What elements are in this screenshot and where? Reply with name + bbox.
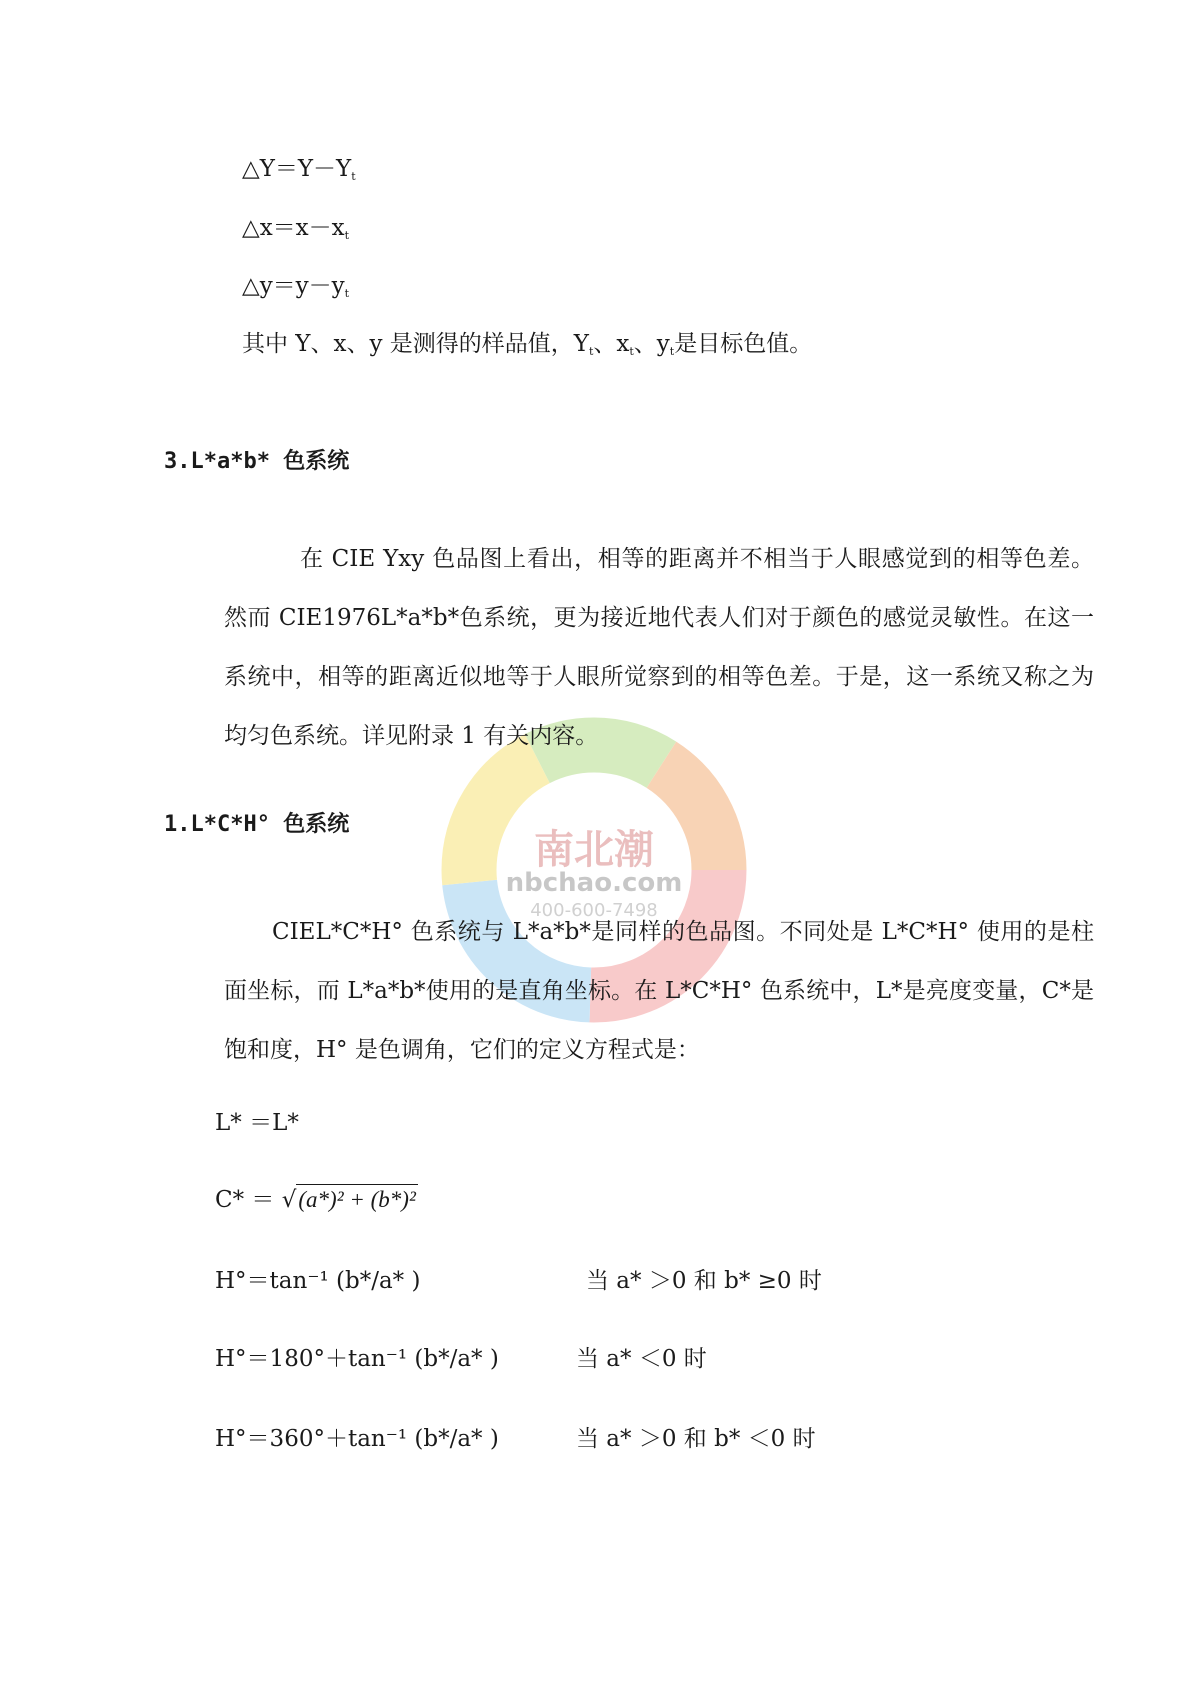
delta-Y-formula: $\triangle Y=Y-Y_t$ xyxy=(242,156,356,183)
watermark-phone: 400-600-7498 xyxy=(530,900,658,921)
delta-x-formula: $\triangle x=x-x_t$ xyxy=(242,215,350,242)
section-1-heading: 1.L*C*H° 色系统 xyxy=(164,812,350,837)
section-1-paragraph: CIEL*C*H° 色系统与 L*a*b*是同样的色品图。不同处是 L*C*H° 使用的是柱面坐标，而 L*a*b*使用的是直角坐标。在 L*C*H° 色系统中，L*是亮度变量，C*是饱和度，H° 是色调角，它们的定义方程式是： xyxy=(224,919,1094,1063)
C-formula: C* ＝ √(a*)² + (b*)² xyxy=(215,1184,418,1215)
H-condition-1: 当 a* ＞0 和 b* ≥0 时 xyxy=(586,1268,822,1294)
H-formula-3: H°＝360°＋tan⁻¹ (b*/a* ) xyxy=(215,1426,499,1452)
L-formula: L* ＝L* xyxy=(215,1110,299,1136)
H-formula-1: H°＝tan⁻¹ (b*/a* ) xyxy=(215,1268,421,1294)
H-condition-2: 当 a* ＜0 时 xyxy=(576,1346,707,1372)
watermark-cn: 南北潮 xyxy=(534,827,654,873)
H-condition-3: 当 a* ＞0 和 b* ＜0 时 xyxy=(576,1426,816,1452)
watermark-site: nbchao.com xyxy=(505,868,683,898)
delta-y-formula: $\triangle y=y-y_t$ xyxy=(242,273,350,300)
note-line: 其中 Y、x、y 是测得的样品值，$Y_t$、$x_t$、$y_t$是目标色值。 xyxy=(242,331,813,358)
section-3-paragraph: 在 CIE Yxy 色品图上看出，相等的距离并不相当于人眼感觉到的相等色差。 然而 CIE1976L*a*b*色系统，更为接近地代表人们对于颜色的感觉灵敏性。在这一系统中，相等的距离近似地等于人眼所觉察到的相等色差。于是，这一系统又称之为均匀色系统。详见附录 1 有关内容。 xyxy=(224,546,1094,749)
section-3-heading: 3.L*a*b* 色系统 xyxy=(164,449,350,474)
H-formula-2: H°＝180°＋tan⁻¹ (b*/a* ) xyxy=(215,1346,499,1372)
